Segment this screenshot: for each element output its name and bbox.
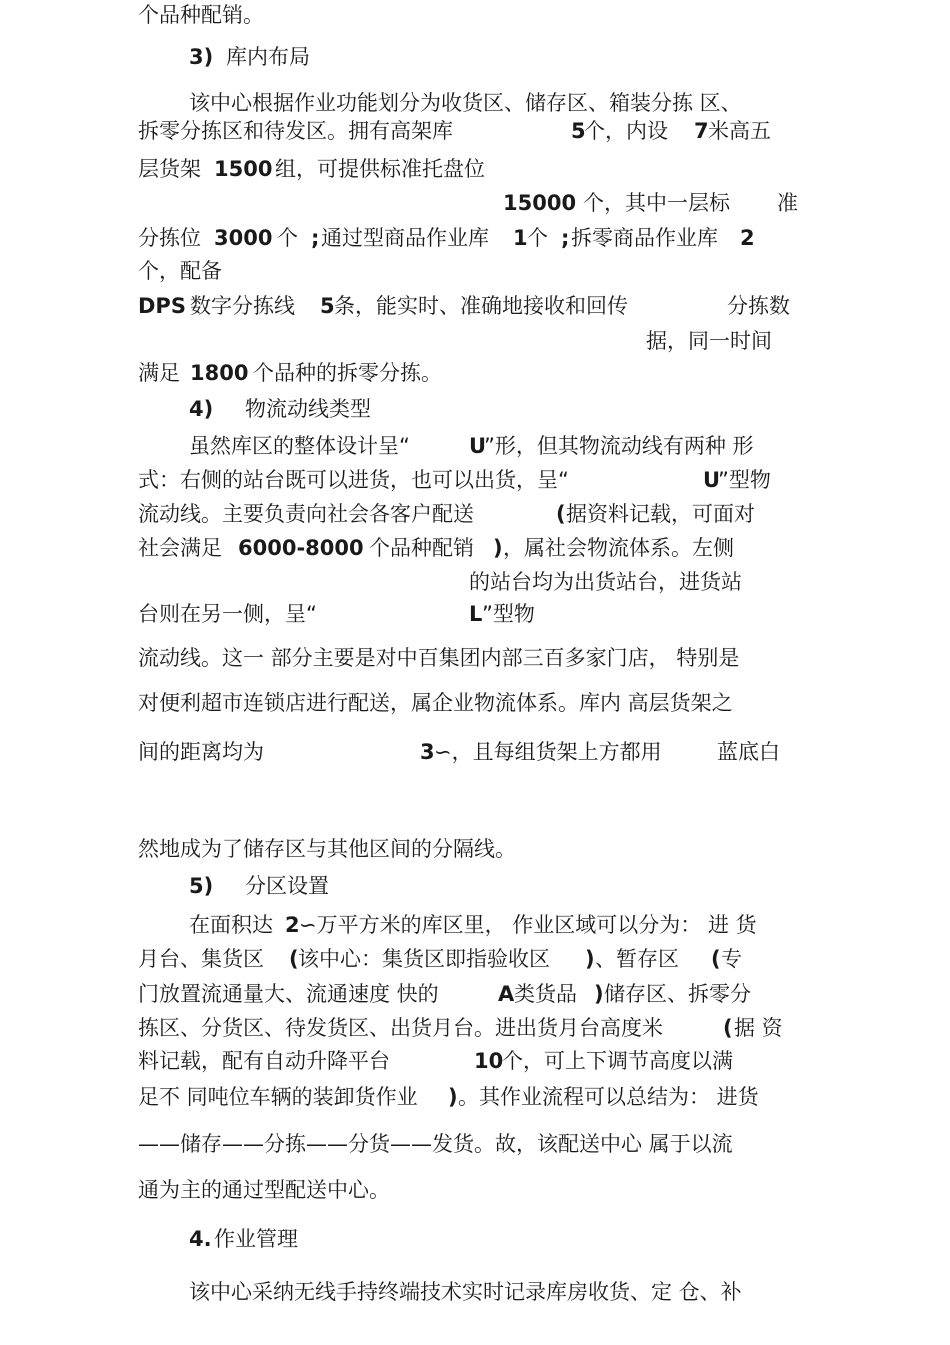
text-run: 2 [285, 913, 300, 937]
text-run: ∽万平方米的库区里， 作业区域可以分为： 进 货 [299, 913, 757, 937]
text-run: 蓝底白 [717, 740, 780, 764]
text-run: 对便利超市连锁店进行配送，属企业物流体系。库内 高层货架之 [138, 691, 733, 715]
text-run: 、暂存区 [595, 947, 679, 971]
text-run: 7 [694, 119, 709, 143]
text-run: 3) [189, 45, 214, 69]
text-run: 2 [740, 226, 755, 250]
text-run: ) [448, 1085, 458, 1109]
text-run: 分区设置 [245, 874, 329, 898]
text-run: 6000-8000 [238, 536, 364, 560]
text-run: 1800 [190, 361, 249, 385]
text-run: A [498, 982, 515, 1006]
text-run: 台则在另一侧，呈“ [138, 602, 317, 626]
text-run: 社会满足 [138, 536, 222, 560]
text-run: 储存区、拆零分 [604, 982, 751, 1006]
text-run: 月台、集货区 [138, 947, 264, 971]
text-run: 间的距离均为 [138, 740, 264, 764]
text-run: ) [585, 947, 595, 971]
text-run: 1 [513, 226, 528, 250]
text-run: ) [493, 536, 503, 560]
text-run: ”型物 [482, 602, 535, 626]
text-run: 准 [777, 191, 798, 215]
text-run: 3 [420, 740, 435, 764]
text-run: 该中心：集货区即指验收区 [298, 947, 550, 971]
text-run: 分拣位 [138, 226, 201, 250]
text-run: ( [723, 1016, 733, 1040]
text-run: ) [594, 982, 604, 1006]
text-run: ( [289, 947, 299, 971]
text-run: 据，同一时间 [646, 329, 772, 353]
text-run: 料记载，配有自动升降平台 [138, 1049, 390, 1073]
text-run: 4) [189, 397, 214, 421]
text-run: 个，内设 [584, 119, 668, 143]
text-run: 分拣数 [727, 294, 790, 318]
text-run: 5) [189, 874, 214, 898]
text-run: 拆零商品作业库 [571, 226, 718, 250]
text-run: 拆零分拣区和待发区。拥有高架库 [138, 119, 453, 143]
text-run: 米高五 [708, 119, 771, 143]
text-run: ，属社会物流体系。左侧 [503, 536, 734, 560]
text-run: 10 [474, 1049, 504, 1073]
text-run: ; [311, 226, 320, 250]
text-run: ——储存——分拣——分货——发货。故，该配送中心 属于以流 [138, 1132, 733, 1156]
text-run: 5 [320, 294, 335, 318]
text-run: 据资料记载，可面对 [566, 502, 755, 526]
text-run: ( [711, 947, 721, 971]
text-run: 组，可提供标准托盘位 [275, 157, 485, 181]
text-run: 1500 [214, 157, 273, 181]
text-run: 个 [527, 226, 548, 250]
text-run: 个品种的拆零分拣。 [253, 361, 442, 385]
text-run: 通过型商品作业库 [321, 226, 489, 250]
text-run: U [703, 468, 721, 492]
text-run: 层货架 [138, 157, 201, 181]
text-run: 足不 同吨位车辆的装卸货作业 [138, 1085, 418, 1109]
text-run: 式：右侧的站台既可以进货，也可以出货，呈“ [138, 468, 569, 492]
text-run: 拣区、分货区、待发货区、出货月台。进出货月台高度米 [138, 1016, 663, 1040]
text-run: 在面积达 [189, 913, 273, 937]
text-run: 个 [277, 226, 298, 250]
text-run: 专 [721, 947, 742, 971]
text-run: 作业管理 [214, 1227, 298, 1251]
text-run: 3000 [214, 226, 273, 250]
text-run: 流动线。主要负责向社会各客户配送 [138, 502, 474, 526]
text-run: 条，能实时、准确地接收和回传 [334, 294, 628, 318]
text-run: 个，其中一层标 [583, 191, 730, 215]
text-run: 数字分拣线 [190, 294, 295, 318]
text-run: 5 [571, 119, 586, 143]
text-run: 虽然库区的整体设计呈“ [189, 434, 410, 458]
text-run: L [469, 602, 483, 626]
text-run: ∽，且每组货架上方都用 [434, 740, 662, 764]
text-run: DPS [138, 294, 186, 318]
text-run: 通为主的通过型配送中心。 [138, 1178, 390, 1202]
text-run: 类货品 [514, 982, 577, 1006]
text-run: ( [556, 502, 566, 526]
text-run: 的站台均为出货站台，进货站 [469, 570, 742, 594]
text-run: 该中心采纳无线手持终端技术实时记录库房收货、定 仓、补 [189, 1280, 742, 1304]
text-run: 15000 [503, 191, 577, 215]
text-run: 门放置流通量大、流通速度 快的 [138, 982, 439, 1006]
text-run: 。其作业流程可以总结为： 进货 [458, 1085, 759, 1109]
text-run: 4. [189, 1227, 212, 1251]
text-run: 库内布局 [226, 45, 310, 69]
text-run: 流动线。这一 部分主要是对中百集团内部三百多家门店， 特别是 [138, 646, 740, 670]
text-run: 该中心根据作业功能划分为收货区、储存区、箱装分拣 区、 [189, 91, 742, 115]
text-run: 据 资 [734, 1016, 783, 1040]
text-run: ; [561, 226, 570, 250]
text-run: 个，配备 [138, 259, 222, 283]
text-run: ”形，但其物流动线有两种 形 [484, 434, 754, 458]
text-run: 个，可上下调节高度以满 [502, 1049, 733, 1073]
text-run: 满足 [138, 361, 180, 385]
text-run: U [469, 434, 487, 458]
text-run: 物流动线类型 [245, 397, 371, 421]
text-run: 个品种配销 [369, 536, 474, 560]
text-run: ”型物 [718, 468, 771, 492]
text-run: 个品种配销。 [138, 3, 264, 27]
text-run: 然地成为了储存区与其他区间的分隔线。 [138, 837, 516, 861]
